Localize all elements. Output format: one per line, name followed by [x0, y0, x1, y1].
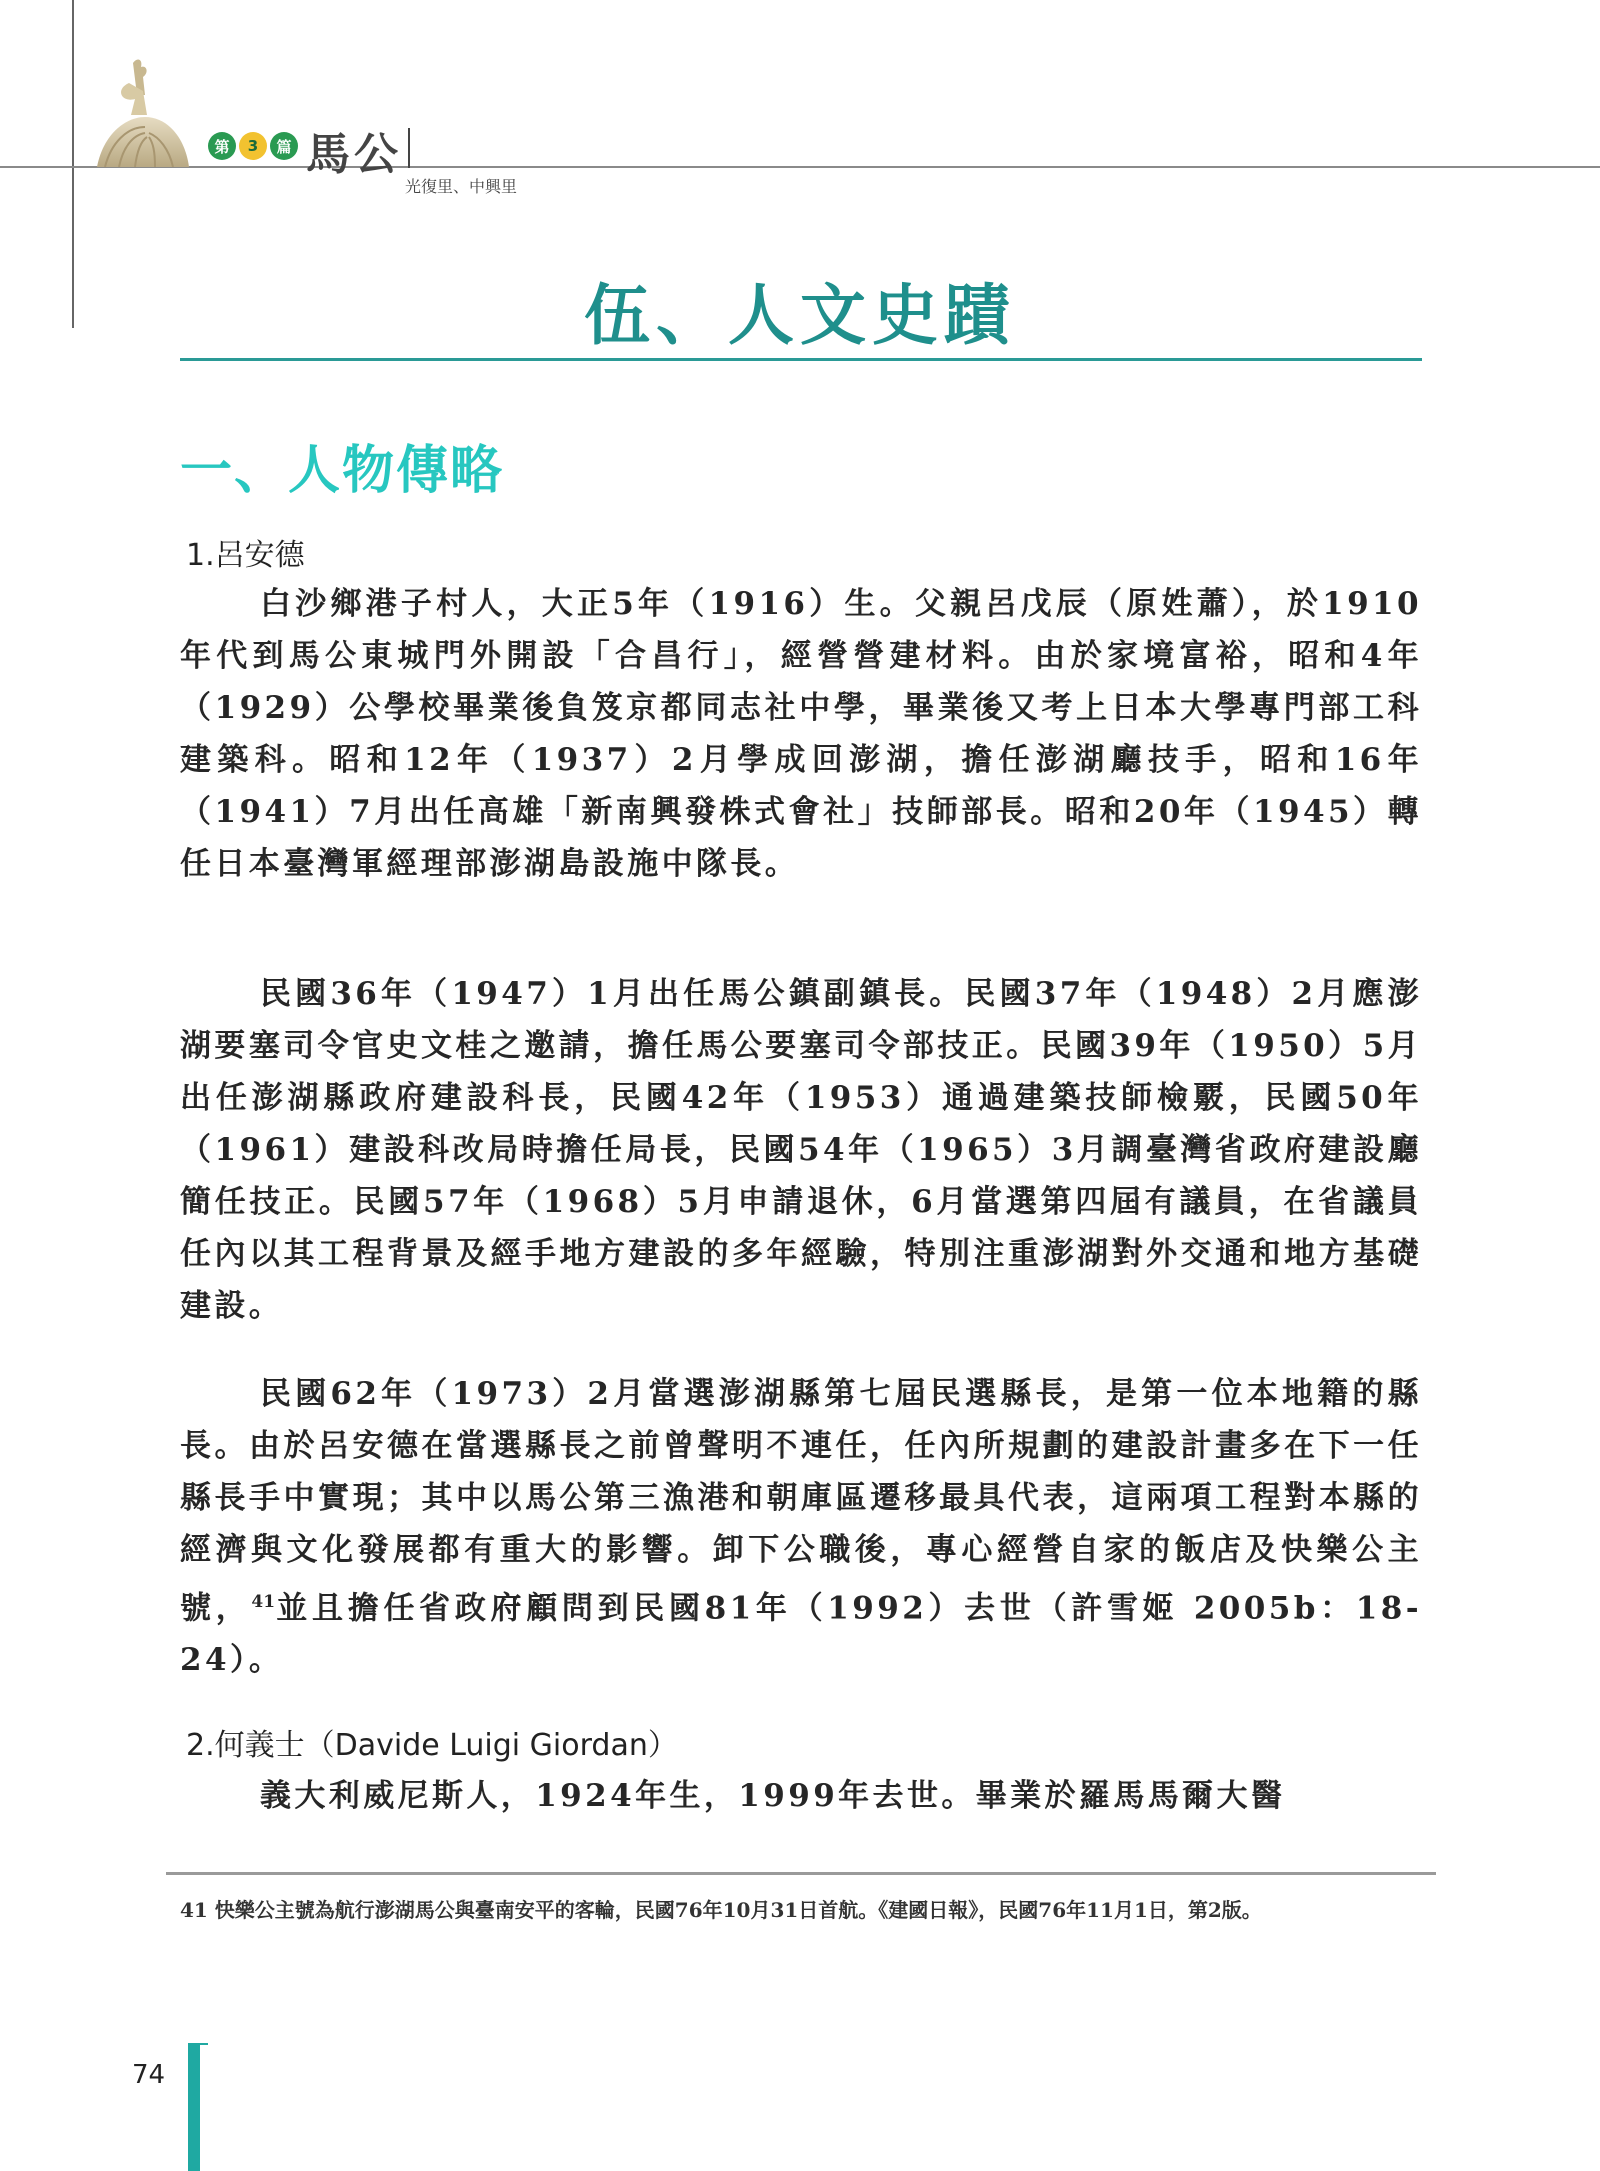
header-horizontal-rule — [0, 166, 1600, 168]
paragraph-lu-ande-3 — [180, 1368, 1422, 1686]
footnote-rule — [166, 1872, 1436, 1875]
district-name: 馬公 — [306, 129, 402, 180]
subsection-title: 一、人物傳略 — [180, 440, 505, 501]
footnote-ref-41[interactable]: 41 — [251, 1592, 276, 1612]
paragraph-lu-ande-3-text: 民國62年（1973）2月當選澎湖縣第七屆民選縣長，是第一位本地籍的縣長。由於呂安德在當選縣長之前曾聲明不連任，任內所規劃的建設計畫多在下一任縣長手中實現；其中以馬公第三漁港和朝庫區遷移最具代表，這兩項工程對本縣的經濟與文化發展都有重大的影響。卸下公職後，專心經營自家的飯店及快樂公主號， — [180, 1376, 1422, 1627]
person-heading-lu-ande: 1.呂安德 — [186, 538, 305, 573]
header-separator — [408, 128, 410, 168]
village-names: 光復里、中興里 — [405, 177, 518, 196]
volume-badge — [208, 132, 298, 160]
temple-roof-logo-icon — [85, 55, 195, 170]
section-title-rule — [180, 358, 1422, 361]
header-vertical-rule — [72, 0, 74, 328]
person-heading-giordan: 2.何義士（Davide Luigi Giordan） — [186, 1728, 678, 1763]
volume-badge-number: 3 — [239, 132, 267, 160]
paragraph-lu-ande-3-text-end: 並且擔任省政府顧問到民國81年（1992）去世（許雪姬 2005b：18-24）。 — [180, 1590, 1422, 1679]
paragraph-giordan-1: 義大利威尼斯人，1924年生，1999年去世。畢業於羅馬馬爾大醫 — [260, 1778, 1286, 1814]
volume-badge-suffix: 篇 — [270, 132, 298, 160]
page-bar — [188, 2043, 200, 2171]
paragraph-lu-ande-1: 白沙鄉港子村人，大正5年（1916）生。父親呂戊辰（原姓蕭），於1910年代到馬公東城門外開設「合昌行」，經營營建材料。由於家境富裕，昭和4年（1929）公學校畢業後負笈京都同志社中學，畢業後又考上日本大學專門部工科建築科。昭和12年（1937）2月學成回澎湖，擔任澎湖廳技手，昭和16年（1941）7月出任高雄「新南興發株式會社」技師部長。昭和20年（1945）轉任日本臺灣軍經理部澎湖島設施中隊長。 — [180, 586, 1422, 882]
footnote-41: 41 快樂公主號為航行澎湖馬公與臺南安平的客輪，民國76年10月31日首航。《建國日報》，民國76年11月1日，第2版。 — [180, 1898, 1262, 1922]
section-title: 伍、人文史蹟 — [584, 276, 1016, 354]
paragraph-lu-ande-2: 民國36年（1947）1月出任馬公鎮副鎮長。民國37年（1948）2月應澎湖要塞司令官史文桂之邀請，擔任馬公要塞司令部技正。民國39年（1950）5月出任澎湖縣政府建設科長，民國42年（1953）通過建築技師檢覈，民國50年（1961）建設科改局時擔任局長，民國54年（1965）3月調臺灣省政府建設廳簡任技正。民國57年（1968）5月申請退休，6月當選第四屆有議員，在省議員任內以其工程背景及經手地方建設的多年經驗，特別注重澎湖對外交通和地方基礎建設。 — [180, 976, 1422, 1324]
page-number: 74 — [132, 2060, 166, 2090]
volume-badge-prefix: 第 — [208, 132, 236, 160]
